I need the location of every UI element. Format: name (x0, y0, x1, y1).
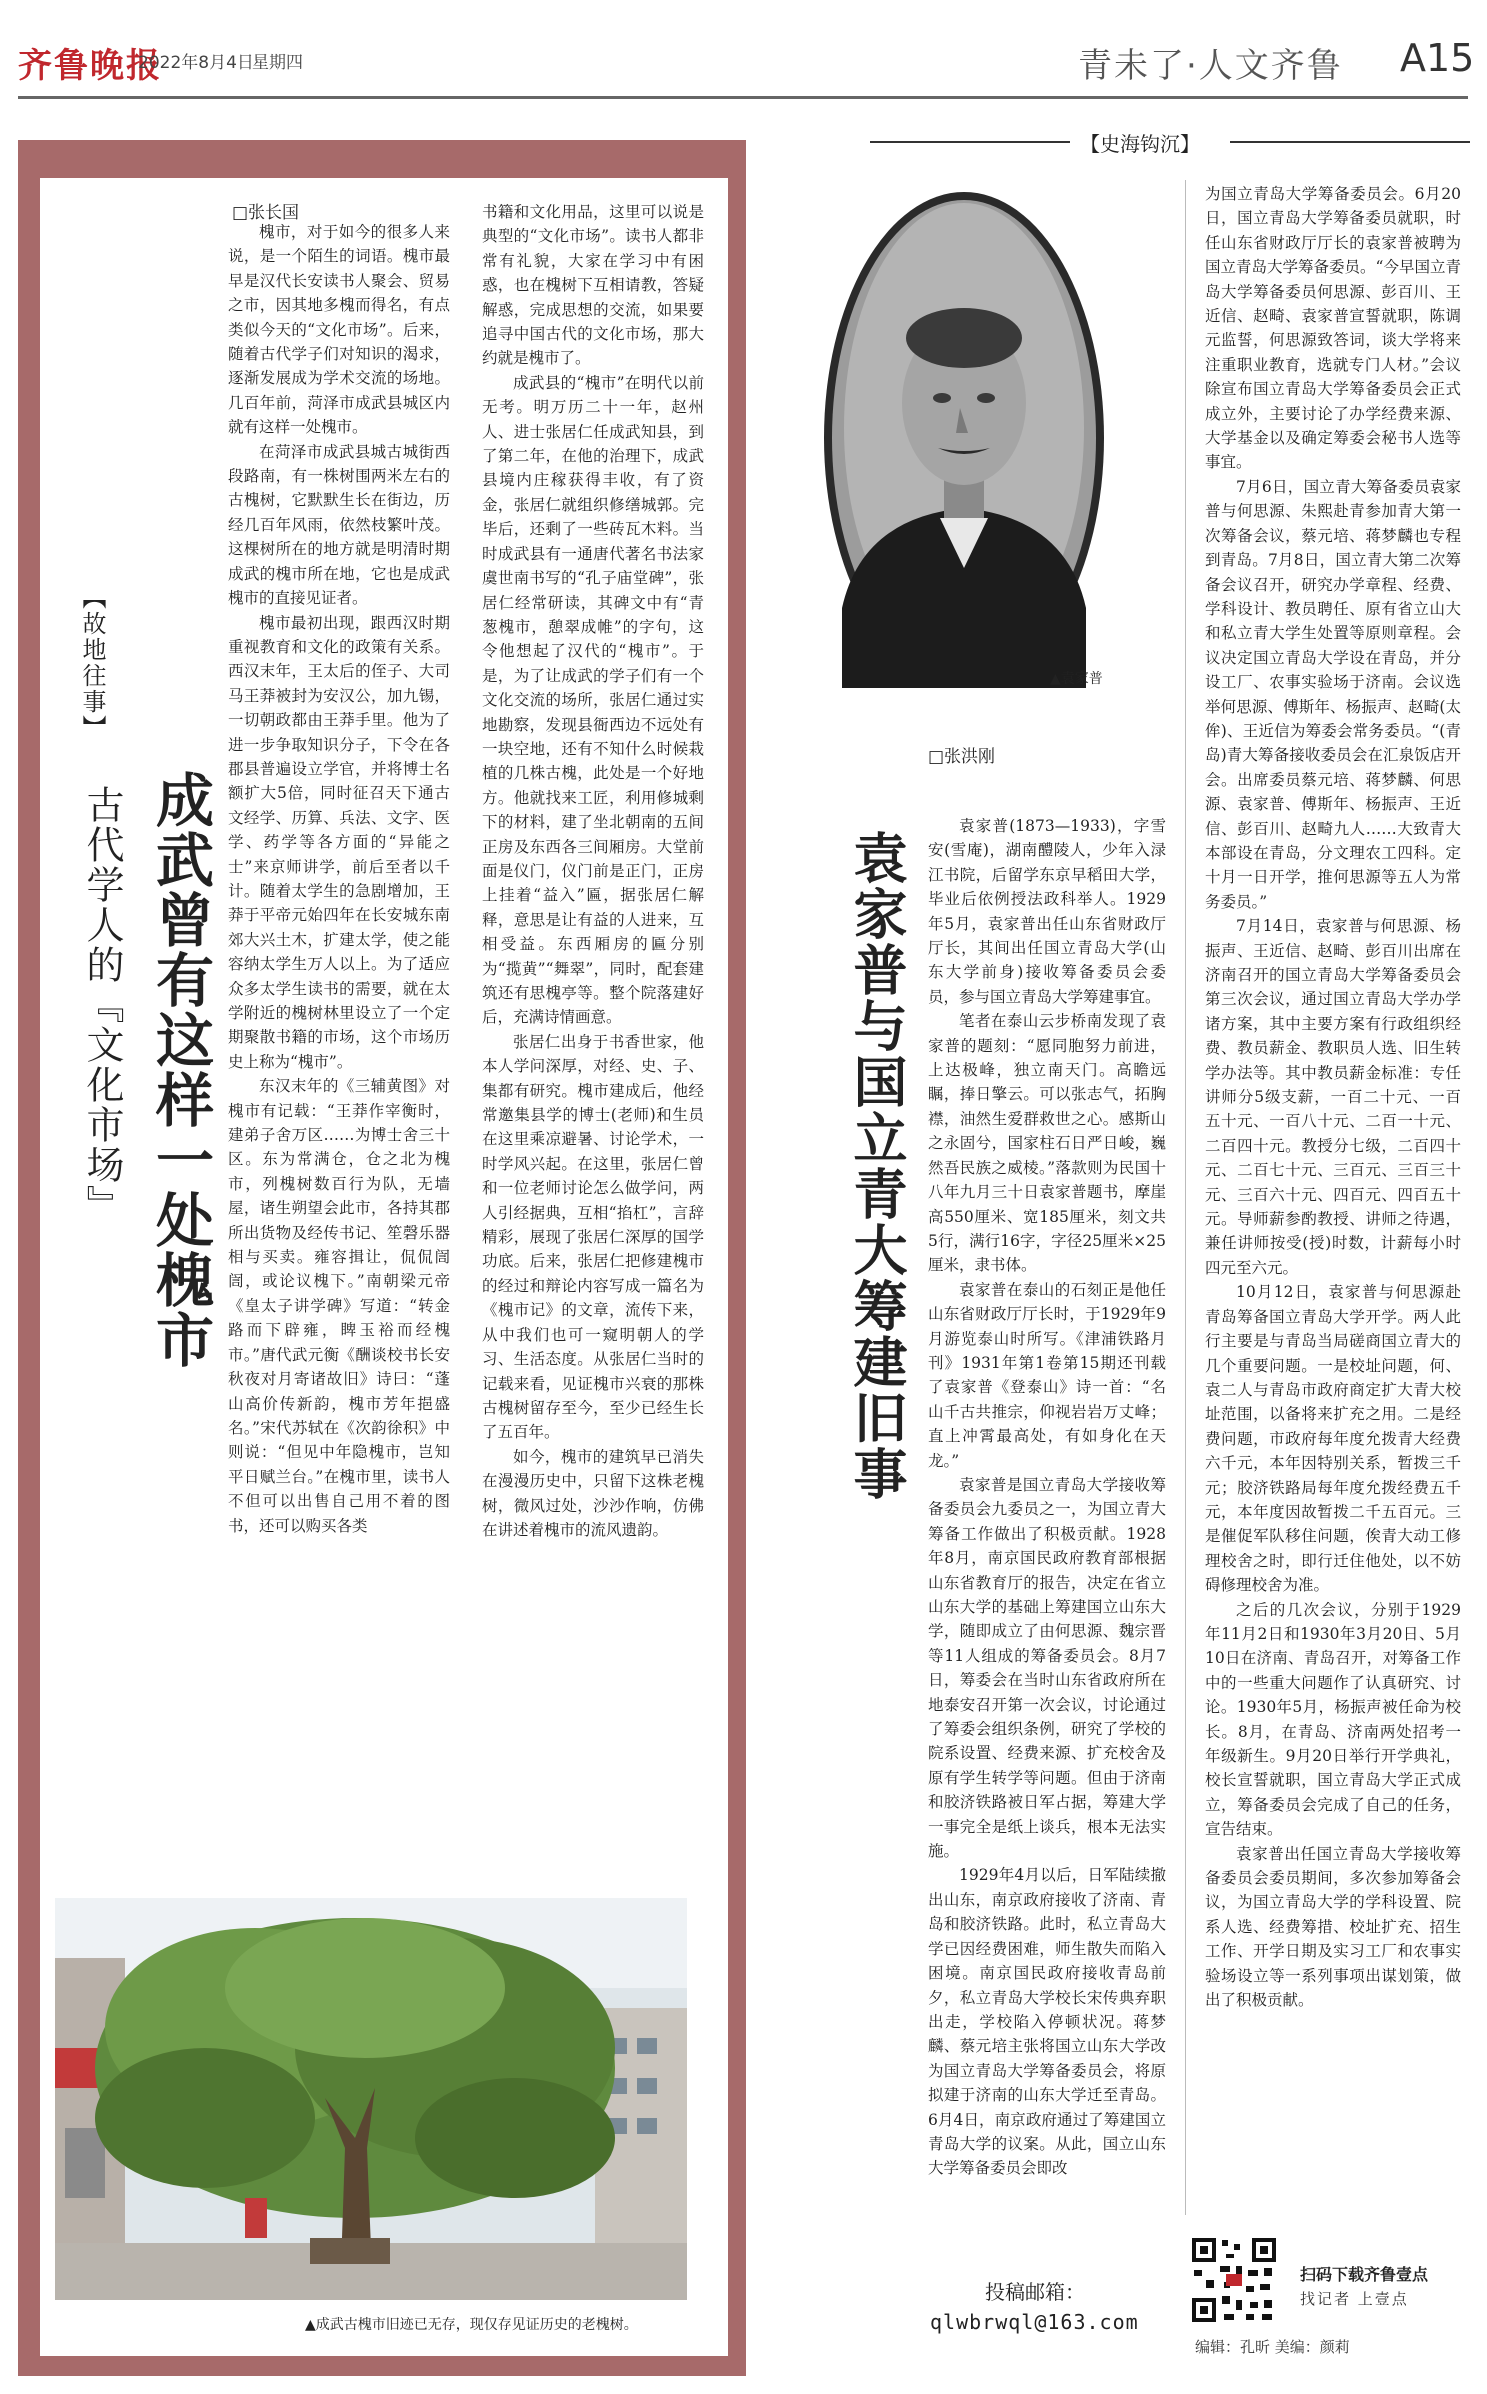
masthead-logo: 齐鲁晚报 (18, 46, 162, 86)
paragraph: 如今，槐市的建筑早已消失在漫漫历史中，只留下这株老槐树，微风过处，沙沙作响，仿佛在讲述着槐市的流风遗韵。 (482, 1447, 704, 1539)
left-article-column-1 (228, 220, 450, 1880)
paragraph: 袁家普出任国立青岛大学接收筹备委员会委员期间，多次参加筹备会议，为国立青岛大学的学科设置、院系人选、经费筹措、校址扩充、招生工作、开学日期及实习工厂和农事实验场设立等一系列事项出谋划策，做出了积极贡献。 (1205, 1844, 1461, 2010)
paragraph: 东汉末年的《三辅黄图》对槐市有记载：“王莽作宰衡时，建弟子舍万区……为博士舍三十区。东为常满仓，仓之北为槐市，列槐树数百行为队，无墙屋，诸生朔望会此市，各持其郡所出货物及经传书记、笙磬乐器相与买卖。雍容揖让，侃侃訚訚，或论议槐下。”南朝梁元帝《皇太子讲学碑》写道：“转金路而下辟雍，睥玉裕而经槐市。”唐代武元衡《酬谈校书长安秋夜对月寄诸故旧》诗曰：“蓬山高价传新韵，槐市芳年挹盛名。”宋代苏轼在《次韵徐积》中则说：“但见中年隐槐市，岂知平日赋兰台。”在槐市里，读书人不但可以出售自己用不着的图书，还可以购买各类 (228, 1077, 450, 1535)
right-article-title: 袁家普与国立青大筹建旧事 (845, 830, 908, 1502)
yuan-jiapu-portrait (822, 188, 1107, 688)
right-article-column-1 (928, 786, 1166, 2216)
paragraph: 10月12日，袁家普与何思源赴青岛筹备国立青岛大学开学。两人此行主要是与青岛当局磋商国立青大的几个重要问题。一是校址问题，何、袁二人与青岛市政府商定扩大青大校址范围，以备将来扩充之用。二是经费问题，市政府每年度允拨青大经费六千元，本年因特别关系，暂拨三千元；胶济铁路局每年度允拨经费五千元，本年度因故暂拨二千五百元。三是催促军队移住问题，俟青大动工修理校舍之时，即行迁住他处，以不妨碍修理校舍为准。 (1205, 1283, 1461, 1595)
issue-date: 2022年8月4日 (138, 53, 254, 73)
paragraph: 在菏泽市成武县城古城街西段路南，有一株树围两米左右的古槐树，它默默生长在街边，历经几百年风雨，依然枝繁叶茂。这棵树所在的地方就是明清时期成武的槐市所在地，它也是成武槐市的直接见证者。 (228, 442, 450, 608)
left-column-tag: 【故地往事】 (78, 585, 106, 741)
paragraph: 笔者在泰山云步桥南发现了袁家普的题刻：“愿同胞努力前进，上达极峰，独立南天门。高瞻远瞩，捧日擎云。可以张志气，拓胸襟，油然生爱群救世之心。感斯山之永固兮，国家柱石日严日峻，巍然吾民族之威棱。”落款则为民国十八年九月三十日袁家普题书，摩崖高550厘米、宽185厘米，刻文共5行，满行16字，字径25厘米×25厘米，隶书体。 (928, 1012, 1166, 1275)
left-article-author: □张长国 (232, 203, 300, 223)
paragraph: 袁家普(1873—1933)，字雪安(雪庵)，湖南醴陵人，少年入渌江书院，后留学东京早稻田大学，毕业后依例授法政科举人。1929年5月，袁家普出任山东省财政厅厅长，其间出任国立青岛大学(山东大学前身)接收筹备委员会委员，参与国立青岛大学筹建事宜。 (928, 817, 1166, 1006)
paragraph: 袁家普是国立青岛大学接收筹备委员会九委员之一，为国立青大筹备工作做出了积极贡献。1928年8月，南京国民政府教育部根据山东省教育厅的报告，决定在省立山东大学的基础上筹建国立山东大学，随即成立了由何思源、魏宗晋等11人组成的筹备委员会。8月7日，筹委会在当时山东省政府所在地泰安召开第一次会议，讨论通过了筹委会组织条例，研究了学校的院系设置、经费来源、扩充校舍及原有学生转学等问题。但由于济南和胶济铁路被日军占据，筹建大学一事完全是纸上谈兵，根本无法实施。 (928, 1475, 1166, 1861)
section-title: 青未了·人文齐鲁 (1078, 46, 1343, 86)
tag-rule-left (870, 141, 1070, 143)
photo-caption: ▲成武古槐市旧迹已无存，现仅存见证历史的老槐树。 (305, 2317, 638, 2333)
paragraph: 袁家普在泰山的石刻正是他任山东省财政厅厅长时，于1929年9月游览泰山时所写。《津浦铁路月刊》1931年第1卷第15期还刊载了袁家普《登泰山》诗一首：“名山千古共推宗，仰视岩岩万丈峰；直上冲霄最高处，有如身化在天龙。” (928, 1280, 1166, 1470)
submission-label: 投稿邮箱： (985, 2280, 1085, 2304)
issue-weekday: 星期四 (252, 53, 303, 73)
paragraph: 为国立青岛大学筹备委员会。6月20日，国立青岛大学筹备委员就职，时任山东省财政厅厅长的袁家普被聘为国立青岛大学筹备委员。“今早国立青岛大学筹备委员何思源、彭百川、王近信、赵畸、袁家普宣誓就职，陈调元监誓，何思源致答词，谈大学将来注重职业教育，选就专门人材。”会议除宣布国立青岛大学筹备委员会正式成立外，主要讨论了办学经费来源、大学基金以及确定筹委会秘书人选等事宜。 (1205, 185, 1461, 472)
left-article-title: 成武曾有这样一处槐市 (146, 770, 214, 1370)
qr-code[interactable] (1190, 2236, 1278, 2324)
paragraph: 1929年4月以后，日军陆续撤出山东，南京政府接收了济南、青岛和胶济铁路。此时，私立青岛大学已因经费困难，师生散失而陷入困境。南京国民政府接收青岛前夕，私立青岛大学校长宋传典弃职出走，学校陷入停顿状况。蒋梦麟、蔡元培主张将国立山东大学改为国立青岛大学筹备委员会，将原拟建于济南的山东大学迁至青岛。6月4日，南京政府通过了筹建国立青岛大学的议案。从此，国立山东大学筹备委员会即改 (928, 1866, 1166, 2178)
right-article-author: □张洪刚 (928, 747, 996, 767)
paragraph: 成武县的“槐市”在明代以前无考。明万历二十一年，赵州人、进士张居仁任成武知县，到了第二年，在他的治理下，成武县境内庄稼获得丰收，有了资金，张居仁就组织修缮城郭。完毕后，还剩了一些砖瓦木料。当时成武县有一通唐代著名书法家虞世南书写的“孔子庙堂碑”，张居仁经常研读，其碑文中有“青葱槐市，憩翠成帷”的字句，这令他想起了汉代的“槐市”。于是，为了让成武的学子们有一个文化交流的场所，张居仁通过实地勘察，发现县衙西边不远处有一块空地，还有不知什么时候栽植的几株古槐，此处是一个好地方。他就找来工匠，利用修城剩下的材料，建了坐北朝南的五间正房及东西各三间厢房。大堂前面是仪门，仪门前是正门，正房上挂着“益入”匾，据张居仁解释，意思是让有益的人进来，互相受益。东西厢房的匾分别为“揽黄”“舞翠”，同时，配套建筑还有思槐亭等。整个院落建好后，充满诗情画意。 (482, 373, 704, 1027)
column-divider (1185, 180, 1186, 2215)
paragraph: 之后的几次会议，分别于1929年11月2日和1930年3月20日、5月10日在济南、青岛召开，对筹备工作中的一些重大问题作了认真研究、讨论。1930年5月，杨振声被任命为校长。8月，在青岛、济南两处招考一年级新生。9月20日举行开学典礼，校长宣誓就职，国立青岛大学正式成立，筹备委员会完成了自己的任务，宣告结束。 (1205, 1600, 1461, 1839)
paragraph: 槐市最初出现，跟西汉时期重视教育和文化的政策有关系。西汉末年，王太后的侄子、大司马王莽被封为安汉公，加九锡，一切朝政都由王莽手里。他为了进一步争取知识分子，下令在各郡县普遍设立学官，并将博士名额扩大5倍，同时征召天下通古文经学、历算、兵法、文字、医学、药学等各方面的“异能之士”来京师讲学，前后至者以千计。随着太学生的急剧增加，王莽于平帝元始四年在长安城东南郊大兴土木，扩建太学，使之能容纳太学生万人以上。为了适应众多太学生读书的需要，就在太学附近的槐树林里设立了一个定期聚散书籍的市场，这个市场历史上称为“槐市”。 (228, 613, 450, 1071)
editor-credit: 编辑：孔昕 美编：颜莉 (1195, 2338, 1350, 2356)
paragraph: 书籍和文化用品，这里可以说是典型的“文化市场”。读书人都非常有礼貌，大家在学习中有困惑，也在槐树下互相请教，答疑解惑，完成思想的交流，如果要追寻中国古代的文化市场，那大约就是槐市了。 (482, 203, 704, 368)
portrait-caption: ▲袁家普 (1050, 671, 1103, 687)
right-article-column-2 (1205, 182, 1461, 2216)
ancient-locust-tree-photo (55, 1898, 687, 2300)
submission-email[interactable]: qlwbrwql@163.com (930, 2310, 1139, 2334)
page-number: A15 (1400, 36, 1475, 80)
qr-subtext: 找记者 上壹点 (1300, 2290, 1409, 2308)
paragraph: 7月14日，袁家普与何思源、杨振声、王近信、赵畸、彭百川出席在济南召开的国立青岛大学筹备委员会第三次会议，通过国立青岛大学办学诸方案，其中主要方案有行政组织经费、教员薪金、教职员人选、旧生转学办法等。其中教员薪金标准：专任讲师分5级支薪，一百二十元、一百五十元、一百八十元、二百一十元、二百四十元。教授分七级，二百四十元、二百七十元、三百元、三百三十元、三百六十元、四百元、四百五十元。导师薪参酌教授、讲师之待遇，兼任讲师按受(授)时数，计薪每小时四元至六元。 (1205, 917, 1461, 1277)
right-column-tag: 【史海钩沉】 (1080, 132, 1200, 156)
tag-rule-right (1230, 141, 1470, 143)
paragraph: 槐市，对于如今的很多人来说，是一个陌生的词语。槐市最早是汉代长安读书人聚会、贸易之市，因其地多槐而得名，有点类似今天的“文化市场”。后来，随着古代学子们对知识的渴求，逐渐发展成为学术交流的场地。几百年前，菏泽市成武县城区内就有这样一处槐市。 (228, 223, 450, 437)
left-article-column-2 (482, 200, 704, 1882)
paragraph: 张居仁出身于书香世家，他本人学问深厚，对经、史、子、集都有研究。槐市建成后，他经常邀集县学的博士(老师)和生员在这里乘凉避暑、讨论学术，一时学风兴起。在这里，张居仁曾和一位老师讨论怎么做学问，两人引经据典，互相“掐杠”，言辞精彩，展现了张居仁深厚的国学功底。后来，张居仁把修建槐市的经过和辩论内容写成一篇名为《槐市记》的文章，流传下来，从中我们也可一窥明朝人的学习、生活态度。从张居仁当时的记载来看，见证槐市兴衰的那株古槐树留存至今，至少已经生长了五百年。 (482, 1032, 704, 1442)
qr-call-to-action: 扫码下载齐鲁壹点 (1300, 2265, 1429, 2284)
paragraph: 7月6日，国立青大筹备委员袁家普与何思源、朱熙赴青参加青大第一次筹备会议，蔡元培、蒋梦麟也专程到青岛。7月8日，国立青大第二次筹备会议召开，研究办学章程、经费、学科设计、教员聘任、原有省立山大和私立青大学生处置等原则章程。会议决定国立青岛大学设在青岛，并分设工厂、农事实验场于济南。会议选举何思源、傅斯年、杨振声、赵畸(太侔)、王近信为筹委会常务委员。“(青岛)青大筹备接收委员会在汇泉饭店开会。出席委员蔡元培、蒋梦麟、何思源、袁家普、傅斯年、杨振声、王近信、彭百川、赵畸九人……大致青大本部设在青岛，分文理农工四科。定十月一日开学，推何思源等五人为常务委员。” (1205, 477, 1461, 911)
header-divider (18, 96, 1468, 99)
left-article-subtitle: 古代学人的『文化市场』 (80, 785, 124, 1225)
